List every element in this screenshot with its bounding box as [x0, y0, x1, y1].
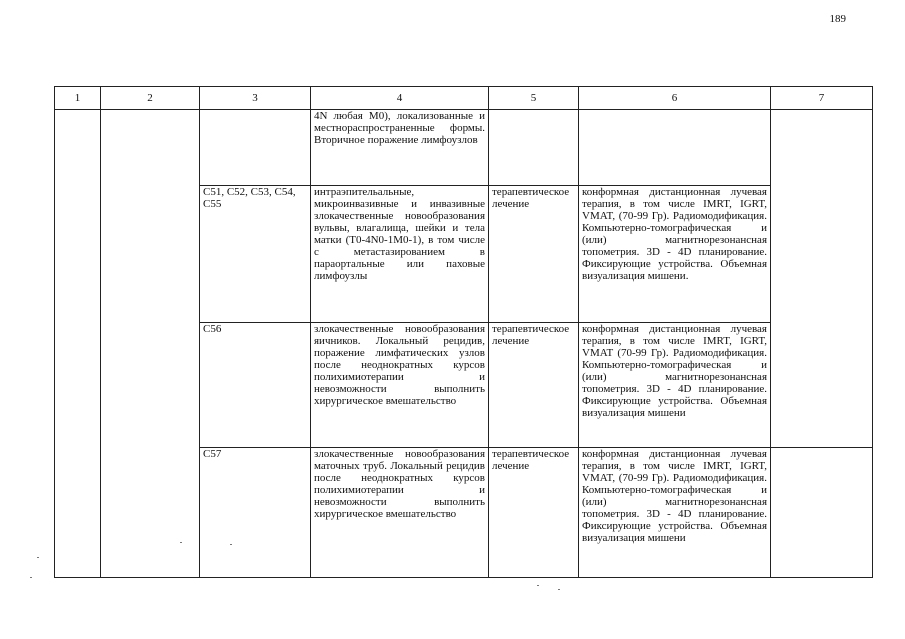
code-cell: C56	[200, 323, 311, 448]
description-text: 4N любая M0), локализованные и местнораспространенные формы. Вторичное поражение лимфоузлов	[314, 110, 485, 146]
description-text: интраэпительальные, микроинвазивные и инвазивные злокачественные новообразования вульвы, влагалища, шейки и тела матки (T0-4N0-1M0-1), в том числе с метастазированием в параортальные или паховые лимфоузлы	[314, 186, 485, 282]
method-cell	[579, 323, 771, 448]
method-cell	[579, 110, 771, 186]
scan-speck	[37, 557, 39, 558]
method-text: конформная дистанционная лучевая терапия, в том числе IMRT, IGRT, VMAT (70-99 Гр). Радиомодификация. Компьютерно-томографическая и (или) магнитнорезонансная топометрия. 3D - 4D планирование. Фиксирующие устройства. Объемная визуализация мишени	[582, 323, 767, 419]
treatment-cell	[489, 110, 579, 186]
scan-speck	[537, 585, 539, 586]
method-cell	[579, 448, 771, 578]
header-cell-3: 3	[200, 87, 311, 110]
header-cell-5: 5	[489, 87, 579, 110]
treatment-cell: терапевтическое лечение	[489, 448, 579, 578]
col1-cell	[55, 110, 101, 578]
description-cell	[311, 448, 489, 578]
scan-speck	[180, 542, 182, 543]
scan-speck	[230, 544, 232, 545]
header-row	[55, 87, 873, 110]
description-cell	[311, 323, 489, 448]
col7-cell	[771, 110, 873, 448]
code-cell: C51, C52, C53, C54, C55	[200, 186, 311, 323]
scan-speck	[30, 577, 32, 578]
col7-cell	[771, 448, 873, 578]
method-text: конформная дистанционная лучевая терапия, в том числе IMRT, IGRT, VMAT, (70-99 Гр). Радиомодификация. Компьютерно-томографическая и (или) магнитнорезонансная топометрия. 3D - 4D планирование. Фиксирующие устройства. Объемная визуализация мишени	[582, 448, 767, 544]
description-text: злокачественные новообразования маточных труб. Локальный рецидив после неоднократных курсов полихимиотерапии и невозможности выполнить хирургическое вмешательство	[314, 448, 485, 520]
description-cell	[311, 186, 489, 323]
code-cell: C57	[200, 448, 311, 578]
page-number: 189	[829, 13, 846, 25]
description-cell	[311, 110, 489, 186]
method-cell	[579, 186, 771, 323]
treatment-table	[54, 86, 873, 578]
header-cell-4: 4	[311, 87, 489, 110]
method-text: конформная дистанционная лучевая терапия, в том числе IMRT, IGRT, VMAT, (70-99 Гр). Радиомодификация. Компьютерно-томографическая и (или) магнитнорезонансная топометрия. 3D - 4D планирование. Фиксирующие устройства. Объемная визуализация мишени.	[582, 186, 767, 282]
header-cell-6: 6	[579, 87, 771, 110]
header-cell-7: 7	[771, 87, 873, 110]
scan-speck	[558, 589, 560, 590]
header-cell-1: 1	[55, 87, 101, 110]
treatment-cell: терапевтическое лечение	[489, 323, 579, 448]
description-text: злокачественные новообразования яичников. Локальный рецидив, поражение лимфатических узлов после неоднократных курсов полихимиотерапии и невозможности выполнить хирургическое вмешательство	[314, 323, 485, 407]
code-cell	[200, 110, 311, 186]
treatment-cell: терапевтическое лечение	[489, 186, 579, 323]
col2-cell	[101, 110, 200, 578]
header-cell-2: 2	[101, 87, 200, 110]
table-row	[55, 110, 873, 186]
